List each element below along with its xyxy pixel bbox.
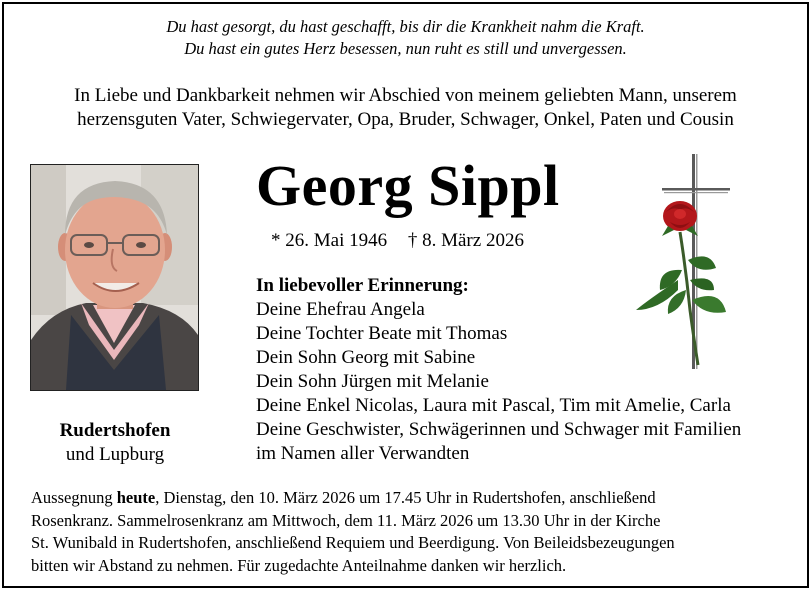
intro-line-2: herzensguten Vater, Schwiegervater, Opa, Bruder, Schwager, Onkel, Paten und Cousin — [77, 109, 734, 130]
service-line-1 — [31, 487, 791, 510]
service-details — [31, 487, 791, 577]
service-line-1-rest: , Dienstag, den 10. März 2026 um 17.45 Uhr in Rudertshofen, anschließend — [155, 488, 656, 507]
service-prefix: Aussegnung — [31, 488, 117, 507]
death-date: † 8. März 2026 — [407, 230, 524, 251]
mourner-line: Dein Sohn Georg mit Sabine — [256, 347, 476, 368]
place-of-residence — [20, 419, 210, 467]
intro-line-1: In Liebe und Dankbarkeit nehmen wir Abschied von meinem geliebten Mann, unserem — [74, 85, 737, 106]
mourner-line: Dein Sohn Jürgen mit Melanie — [256, 371, 489, 392]
poem-line-1: Du hast gesorgt, du hast geschafft, bis dir die Krankheit nahm die Kraft. — [166, 17, 645, 36]
service-line-2: Rosenkranz. Sammelrosenkranz am Mittwoch, dem 11. März 2026 um 13.30 Uhr in der Kirche — [31, 510, 661, 530]
service-line-4: bitten wir Abstand zu nehmen. Für zugedachte Anteilnahme danken wir herzlich. — [31, 555, 567, 575]
mourner-line: Deine Tochter Beate mit Thomas — [256, 323, 508, 344]
mourners-heading: In liebevoller Erinnerung: — [256, 275, 469, 296]
mourner-line: im Namen aller Verwandten — [256, 443, 470, 464]
poem — [0, 16, 811, 60]
life-dates — [271, 229, 524, 253]
place-line-1: Rudertshofen — [59, 420, 171, 441]
poem-line-2: Du hast ein gutes Herz besessen, nun ruht es still und unvergessen. — [184, 39, 627, 58]
place-line-2: und Lupburg — [65, 444, 165, 465]
mourner-line: Deine Enkel Nicolas, Laura mit Pascal, Tim mit Amelie, Carla — [256, 395, 731, 416]
service-line-3: St. Wunibald in Rudertshofen, anschließend Requiem und Beerdigung. Von Beileidsbezeugungen — [31, 533, 675, 552]
birth-date: * 26. Mai 1946 — [271, 230, 388, 251]
deceased-name: Georg Sippl — [256, 153, 560, 218]
service-today: heute — [116, 488, 156, 507]
portrait-photo — [30, 164, 199, 391]
mourner-line: Deine Ehefrau Angela — [256, 299, 425, 320]
mourners-list — [256, 274, 741, 466]
intro-text — [0, 84, 811, 132]
mourner-line: Deine Geschwister, Schwägerinnen und Schwager mit Familien — [256, 419, 742, 440]
